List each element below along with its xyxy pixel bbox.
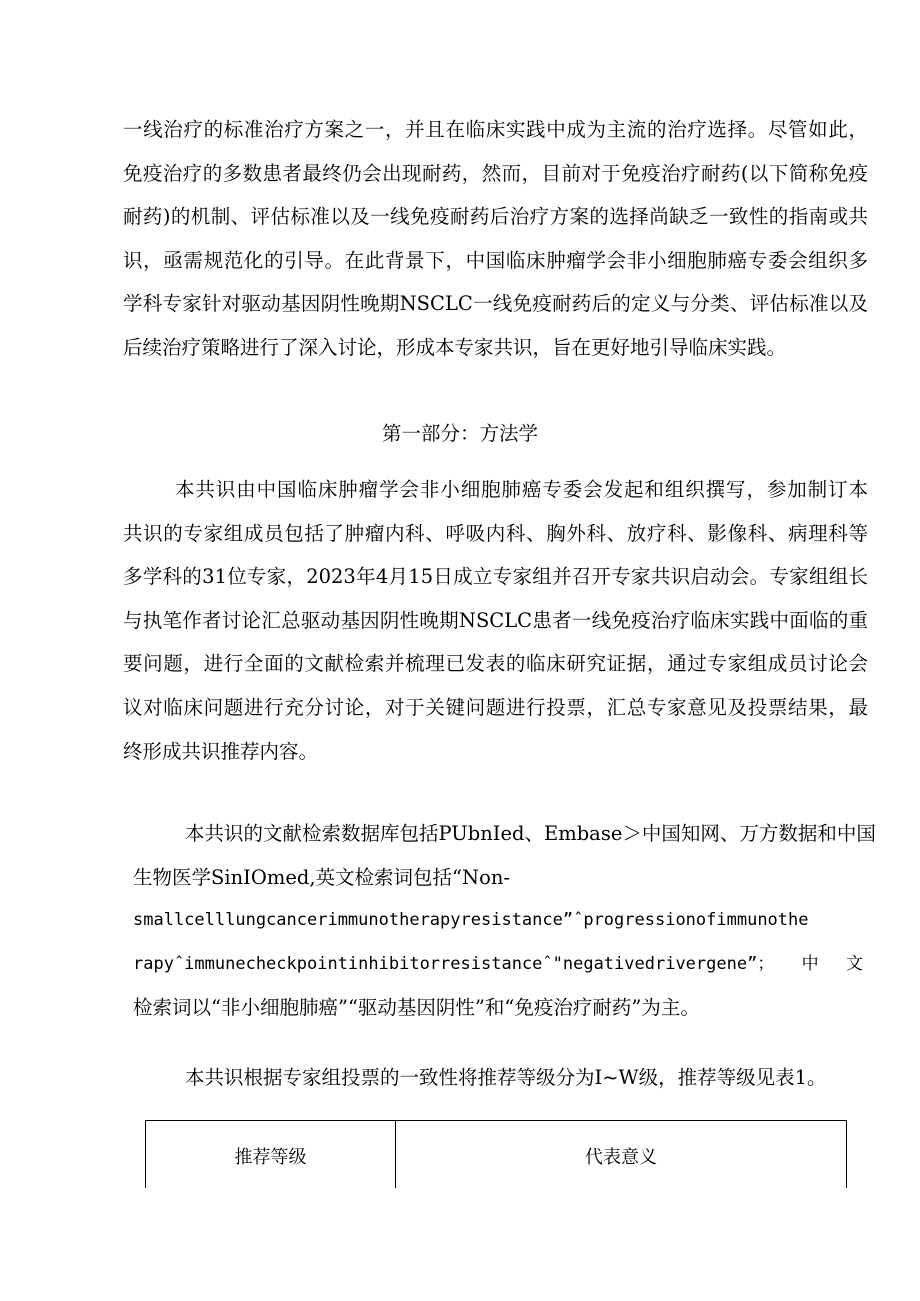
- section-heading: 第一部分：方法学: [381, 422, 538, 445]
- intro-paragraph: [123, 108, 868, 370]
- text-line: 生物医学SinIOmed,英文检索词包括“Non-: [133, 865, 510, 889]
- table-header-cell: 代表意义: [396, 1121, 847, 1189]
- table-header-row: [146, 1121, 847, 1189]
- text-line: 免疫治疗的多数患者最终仍会出现耐药，然而，目前对于免疫治疗耐药(以下简称免疫: [123, 161, 868, 185]
- text-line: 耐药)的机制、评估标准以及一线免疫耐药后治疗方案的选择尚缺乏一致性的指南或共: [123, 205, 868, 229]
- text-line: 共识的专家组成员包括了肿瘤内科、呼吸内科、胸外科、放疗科、影像科、病理科等: [123, 521, 868, 545]
- text-line: 要问题，进行全面的文献检索并梳理已发表的临床研究证据，通过专家组成员讨论会: [123, 652, 868, 676]
- text-line: 本共识根据专家组投票的一致性将推荐等级分为I~W级，推荐等级见表1。: [185, 1066, 827, 1089]
- text-line: 本共识的文献检索数据库包括PUbnIed、Embase＞中国知网、万方数据和中国: [185, 822, 876, 845]
- text-line: 议对临床问题进行充分讨论，对于关键问题进行投票，汇总专家意见及投票结果，最: [123, 695, 868, 719]
- search-paragraph: [133, 812, 876, 1030]
- recommendation-level-table: [145, 1120, 847, 1188]
- text-line: 检索词以“非小细胞肺癌”“驱动基因阴性”和“免疫治疗耐药”为主。: [133, 996, 700, 1020]
- text-line: 终形成共识推荐内容。: [123, 739, 319, 763]
- text-line: 一线治疗的标准治疗方案之一，并且在临床实践中成为主流的治疗选择。尽管如此，: [123, 118, 868, 141]
- text-line: 与执笔作者讨论汇总驱动基因阴性晚期NSCLC患者一线免疫治疗临床实践中面临的重: [123, 608, 868, 632]
- text-line: 后续治疗策略进行了深入讨论，形成本专家共识，旨在更好地引导临床实践。: [123, 335, 787, 359]
- grading-paragraph: [133, 1056, 863, 1100]
- text-line: 学科专家针对驱动基因阴性晚期NSCLC一线免疫耐药后的定义与分类、评估标准以及: [123, 292, 868, 316]
- text-line: 识，亟需规范化的引导。在此背景下，中国临床肿瘤学会非小细胞肺癌专委会组织多: [123, 248, 868, 272]
- table-header-cell: 推荐等级: [146, 1121, 396, 1189]
- text-line: rapyˆimmunecheckpointinhibitorresistanceˆ"negativedrivergene”；中文: [133, 953, 863, 974]
- text-line: 多学科的31位专家，2023年4月15日成立专家组并召开专家共识启动会。专家组组长: [123, 565, 868, 589]
- text-line: 本共识由中国临床肿瘤学会非小细胞肺癌专委会发起和组织撰写，参加制订本: [175, 478, 868, 501]
- text-line: smallcelllungcancerimmunotherapyresistance”ˆprogressionofimmunothe: [133, 910, 809, 931]
- methodology-paragraph: [123, 468, 868, 773]
